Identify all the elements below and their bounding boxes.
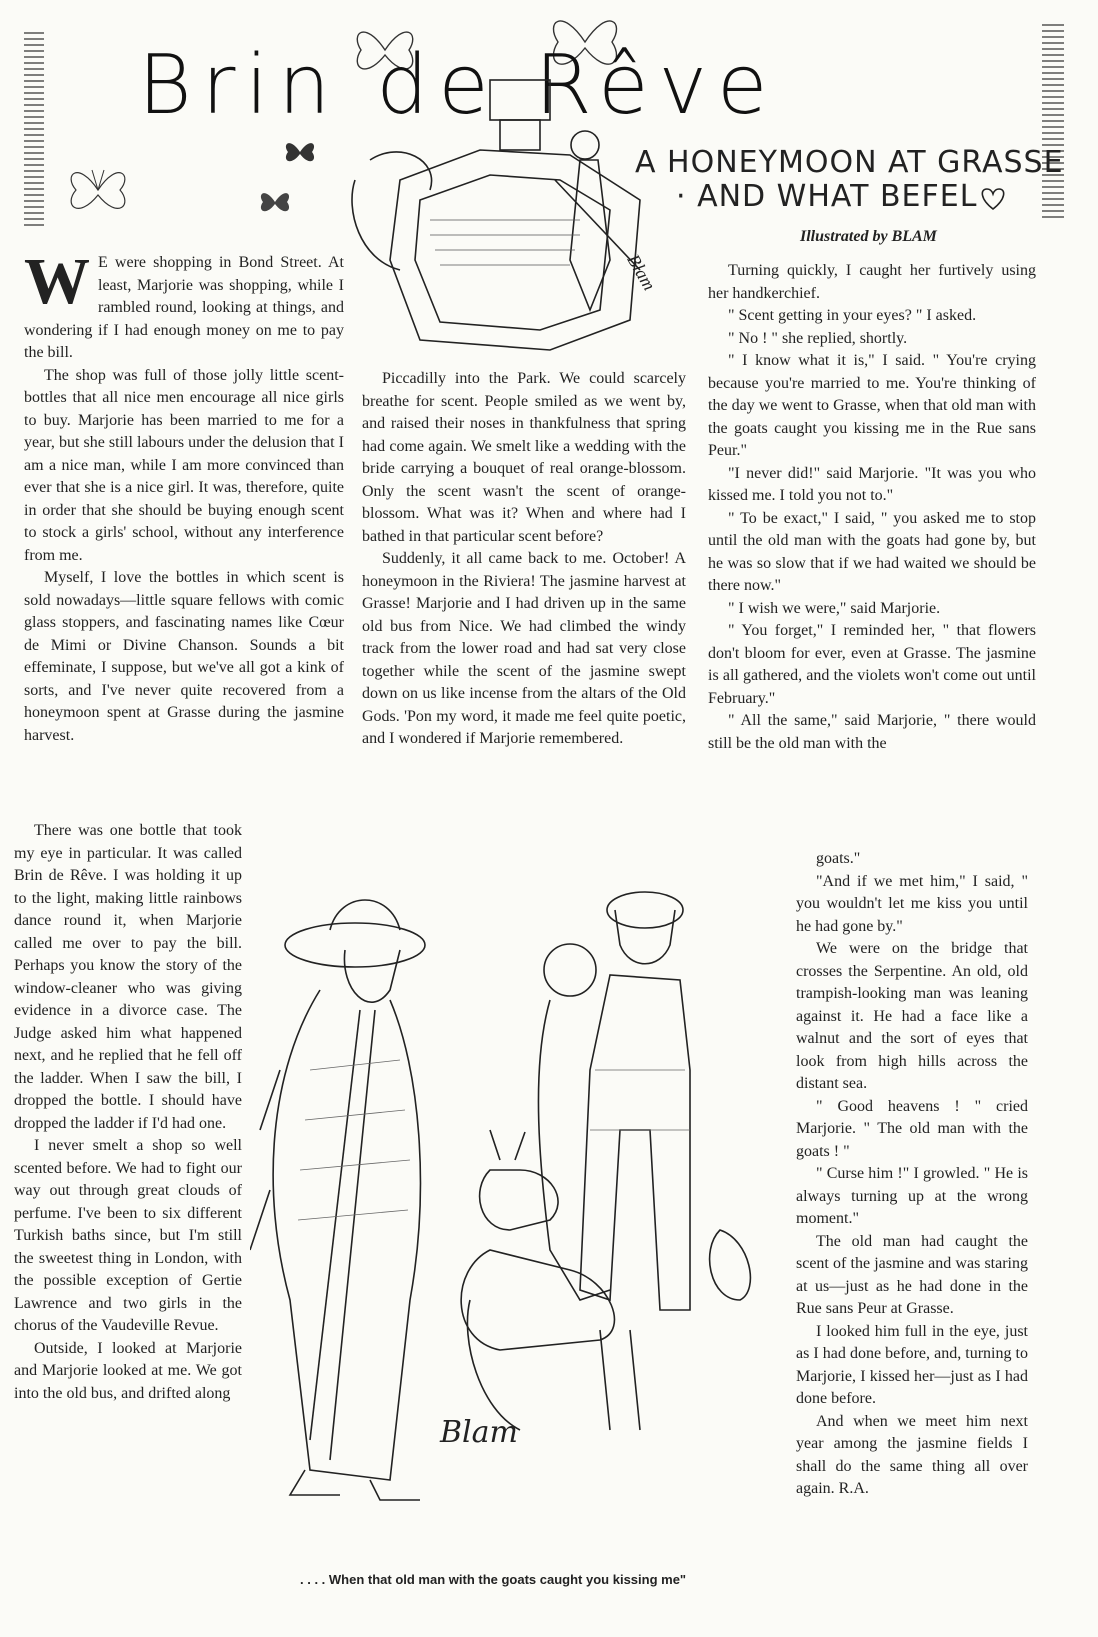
illustrator-signature-top: Blam [623,250,660,294]
article-subtitle-line1: A HONEYMOON AT GRASSE [635,145,1064,180]
paragraph: " No ! " she replied, shortly. [728,329,908,347]
illustration-caption: . . . . When that old man with the goats caught you kissing me" [300,1572,687,1587]
paragraph: I looked him full in the eye, just as I had done before, and, turning to Marjorie, I kissed her—just as I had done before. [796,1322,1028,1407]
left-hatch-ornament [22,28,52,238]
paragraph: " You forget," I reminded her, " that flowers don't bloom for ever, even at Grasse. The jasmine is all gathered, and the violets won't come out until February." [708,622,1036,707]
paragraph: " Curse him !" I growled. " He is always turning up at the wrong moment." [796,1165,1028,1227]
article-title: Brin de Rêve [138,38,778,133]
paragraph: And when we meet him next year among the jasmine fields I shall do the same thing all over again. R.A. [796,1412,1028,1497]
paragraph: " I wish we were," said Marjorie. [728,599,941,617]
paragraph: Myself, I love the bottles in which scent is sold nowadays—little square fellows with comic glass stoppers, and fascinating names like Cœur de Mimi or Divine Chanson. Sounds a bit effeminate, I suppose, but we've all got a kink of sorts, and I've never quite recovered from a honeymoon spent at Grasse during the jasmine harvest. [24,569,344,744]
paragraph: The shop was full of those jolly little scent-bottles that all nice men encourage all nice girls to buy. Marjorie has been married to me for a year, but she still labours under the delusion that I am a nice man, while I am more convinced than ever that she is a nice girl. It was, therefore, quite in order that she should be buying enough scent to stock a girls' school, without any interference from me. [24,366,344,564]
paragraph: I never smelt a shop so well scented before. We had to fight our way out through great clouds of perfume. I've been to six different Turkish baths since, but I'm still the sweetest thing in London, with the possible exception of Gertie Lawrence and two girls in the chorus of the Vaudeville Revue. [14,1137,242,1334]
paragraph: "And if we met him," I said, " you wouldn't let me kiss you until he had gone by." [796,872,1028,935]
paragraph: Turning quickly, I caught her furtively using her handkerchief. [708,262,1036,302]
right-hatch-ornament [1040,20,1070,230]
column-3 [708,260,1036,755]
paragraph: Suddenly, it all came back to me. October! A honeymoon in the Riviera! The jasmine harvest at Grasse! Marjorie and I had driven up in the same old bus from Nice. We had climbed the windy track from the lower road and had sat very close together while the scent of the jasmine swept down on us like incense from the altars of the Old Gods. 'Pon my word, it made me feel quite poetic, and I wondered if Marjorie remembered. [362,550,686,747]
paragraph: goats." [816,850,861,867]
illustrator-signature-bottom: Blam [440,1415,518,1450]
paragraph: "I never did!" said Marjorie. "It was you who kissed me. I told you not to." [708,464,1036,504]
paragraph: " I know what it is," I said. " You're crying because you're married to me. You're thinking of the day we went to Grasse, when that old man with the goats caught you kissing me in the Rue sans Peur." [708,352,1036,459]
paragraph: " Good heavens ! " cried Marjorie. " The old man with the goats ! " [796,1097,1028,1160]
column-2 [362,368,686,751]
paragraph: Piccadilly into the Park. We could scarcely breathe for scent. People smiled as we went by, and raised their noses in thankfulness that spring had come again. We smelt like a wedding with the bride carrying a bouquet of real orange-blossom. Only the scent wasn't the scent of orange-blossom. What was it? When and where had I bathed in that particular scent before? [362,370,686,545]
column-3-narrow [796,848,1028,1501]
paragraph: W E were shopping in Bond Street. At least, Marjorie was shopping, while I rambled round, looking at things, and wondering if I had enough money on me to pay the bill. [24,245,344,361]
paragraph: " To be exact," I said, " you asked me to stop until the old man with the goats had gone by, but he was so slow that if we had waited we should be there now." [708,509,1036,594]
paragraph: Outside, I looked at Marjorie and Marjorie looked at me. We got into the old bus, and drifted along [14,1339,242,1402]
paragraph: The old man had caught the scent of the jasmine and was staring at us—just as he had done in the Rue sans Peur at Grasse. [796,1232,1028,1317]
paragraph: We were on the bridge that crosses the Serpentine. An old, old trampish-looking man was leaning against it. He had a face like a walnut and the sort of eyes that look from high hills across the distant sea. [796,940,1028,1092]
heart-icon [978,187,1008,211]
paragraph: " Scent getting in your eyes? " I asked. [728,307,977,324]
article-subtitle-line2: · AND WHAT BEFEL [676,179,978,214]
old-man-and-couple-illustration [250,870,790,1520]
perfume-bottle-illustration [340,60,670,360]
paragraph: There was one bottle that took my eye in particular. It was called Brin de Rêve. I was holding it up to the light, making little rainbows dance round it, when Marjorie called me over to pay the bill. Perhaps you know the story of the window-cleaner who was giving evidence in a divorce case. The Judge asked him what happened next, and he replied that he fell off the ladder. When I saw the bill, I dropped the bottle. I should have dropped the ladder if I'd had one. [14,822,242,1132]
paragraph: " All the same," said Marjorie, " there would still be the old man with the [708,712,1036,752]
drop-cap: W [24,245,90,318]
butterfly-icon [280,132,320,172]
butterfly-icon [58,150,138,230]
illustration-credit: Illustrated by BLAM [800,228,937,245]
column-1 [24,245,344,747]
butterfly-icon [255,182,295,222]
column-1-narrow [14,820,242,1405]
